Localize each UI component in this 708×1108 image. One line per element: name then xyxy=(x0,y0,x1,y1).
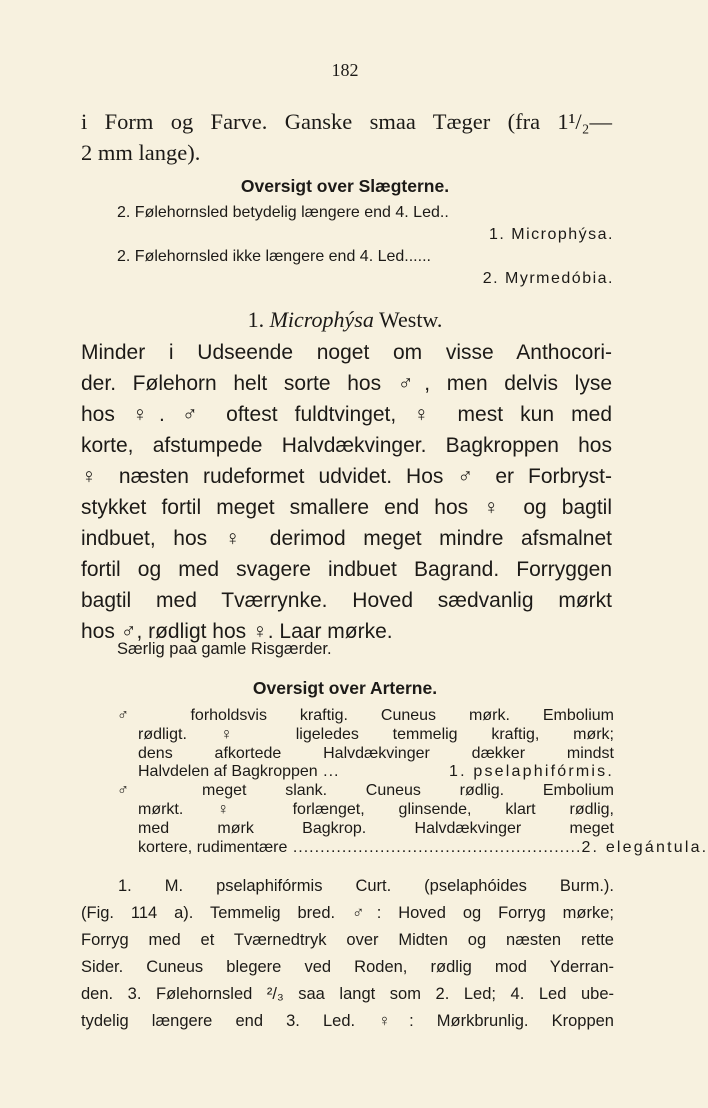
species-key-result: 2. elegántula. xyxy=(581,838,708,856)
intro-line: i Form og Farve. Ganske smaa Tæger (fra 1¹/₂— xyxy=(81,109,612,134)
genus-key-lead-text: 2. Følehornsled betydelig længere end 4. Led.. xyxy=(117,204,449,221)
species-line: tydelig længere end 3. Led. ♀: Mørkbrunlig. Kroppen xyxy=(81,1012,614,1030)
species-key-text: Halvdelen af Bagkroppen xyxy=(138,763,318,781)
species-key-line: dens afkortede Halvdækvinger dækker mindst xyxy=(138,744,614,762)
species-key xyxy=(117,707,708,857)
genus-key-lead-text: 2. Følehornsled ikke længere end 4. Led...... xyxy=(117,248,431,265)
species-key-text: kortere, rudimentære xyxy=(138,838,288,856)
description-line: stykket fortil meget smallere end hos ♀ og bagtil xyxy=(81,496,612,519)
species-line: Sider. Cuneus blegere ved Roden, rødlig mod Yderran- xyxy=(81,958,614,976)
description-line: korte, afstumpede Halvdækvinger. Bagkroppen hos xyxy=(81,434,612,457)
genus-name: Microphýsa xyxy=(269,307,374,332)
genus-key-lead xyxy=(117,204,614,226)
species-key-line xyxy=(117,838,708,858)
genus-number: 1. xyxy=(247,307,265,332)
description-line: der. Følehorn helt sorte hos ♂, men delvis lyse xyxy=(81,372,612,395)
species-line: den. 3. Følehornsled ²/₃ saa langt som 2. Led; 4. Led ube- xyxy=(81,985,614,1003)
description-line: Minder i Udseende noget om visse Anthocori- xyxy=(81,341,612,364)
description-line: ♀ næsten rudeformet udvidet. Hos ♂ er Forbryst- xyxy=(81,465,612,488)
species-key-line: med mørk Bagkrop. Halvdækvinger meget xyxy=(138,819,614,837)
species-line: (Fig. 114 a). Temmelig bred. ♂: Hoved og Forryg mørke; xyxy=(81,904,614,922)
species-description xyxy=(81,873,614,1035)
species-line: 1. M. pselaphifórmis Curt. (pselaphóides Burm.). xyxy=(118,877,614,895)
intro-text xyxy=(81,106,612,168)
description-line: hos ♂, rødligt hos ♀. Laar mørke. xyxy=(81,620,393,643)
species-line: Forryg med et Tværnedtryk over Midten og næsten rette xyxy=(81,931,614,949)
leader-dots: ... xyxy=(317,763,345,781)
description-line: hos ♀. ♂ oftest fuldtvinget, ♀ mest kun med xyxy=(81,403,612,426)
description-line: fortil og med svagere indbuet Bagrand. Forryggen xyxy=(81,558,612,581)
genus-description xyxy=(81,341,612,651)
species-key-line: ♂ meget slank. Cuneus rødlig. Embolium xyxy=(117,782,614,800)
description-line: bagtil med Tværrynke. Hoved sædvanlig mørkt xyxy=(81,589,612,612)
species-key-line: rødligt. ♀ ligeledes temmelig kraftig, mørk; xyxy=(138,725,614,743)
species-key-title: Oversigt over Arterne. xyxy=(252,678,438,698)
page-number: 182 xyxy=(331,60,359,80)
genus-author: Westw. xyxy=(378,307,443,332)
genus-key-title: Oversigt over Slægterne. xyxy=(240,176,450,196)
species-key-line xyxy=(117,763,614,782)
species-key-line: ♂ forholdsvis kraftig. Cuneus mørk. Embolium xyxy=(117,707,614,724)
intro-line: 2 mm lange). xyxy=(81,140,201,165)
genus-key-lead xyxy=(117,248,614,270)
leader-dots: ..................................................... xyxy=(287,838,582,856)
species-key-result: 1. pselaphifórmis. xyxy=(449,763,614,781)
genus-heading xyxy=(0,307,690,333)
description-line: indbuet, hos ♀ derimod meget mindre afsmalnet xyxy=(81,527,612,550)
genus-key-result: 1. Microphýsa. xyxy=(488,226,614,243)
genus-key-result: 2. Myrmedóbia. xyxy=(482,270,614,287)
genus-key xyxy=(117,204,614,292)
habitat-note: Særlig paa gamle Risgærder. xyxy=(117,640,332,658)
species-key-line: mørkt. ♀ forlænget, glinsende, klart rødlig, xyxy=(138,800,614,818)
